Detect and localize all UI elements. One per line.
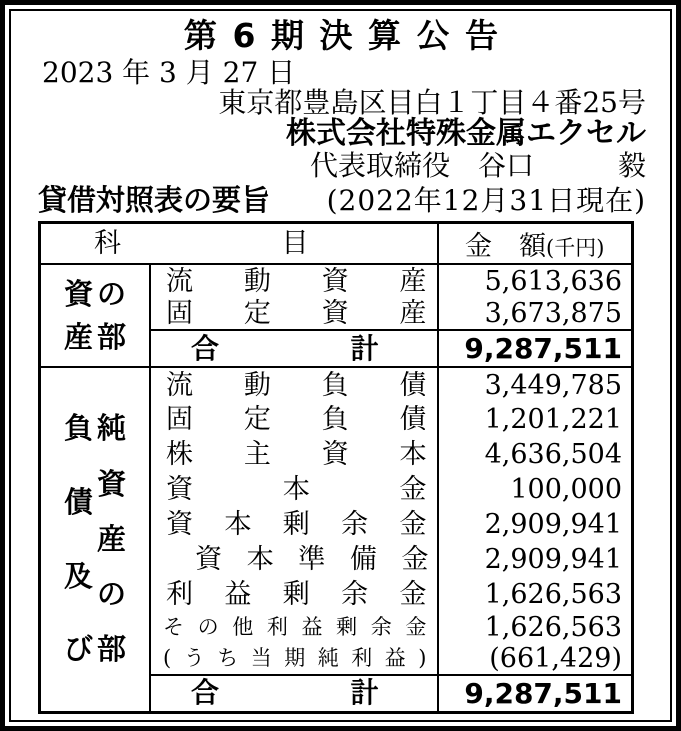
total-label-cell — [150, 330, 437, 367]
header-item-cell — [40, 223, 438, 265]
amount-value: 1,201,221 — [484, 404, 622, 435]
item-label: 流 動 資 産 — [166, 265, 427, 297]
total-label: 合 計 — [191, 676, 379, 710]
page-title: 第 6 期 決 算 公 告 — [184, 16, 500, 55]
item-label: 資 本 剰 余 金 — [166, 509, 427, 540]
item-cell — [150, 643, 437, 675]
statement-caption — [38, 183, 646, 218]
header-amount-label: 金 額 — [465, 231, 547, 262]
amount-value: 2,909,941 — [484, 544, 622, 575]
statement-title: 貸借対照表の要旨 — [38, 183, 271, 217]
header-amount-cell — [438, 223, 633, 265]
item-cell — [150, 437, 437, 472]
table-row — [40, 264, 633, 297]
item-label: ( う ち 当 期 純 利 益 ) — [163, 646, 427, 670]
page-inner-frame — [9, 9, 672, 722]
section-label-liabilities-net-assets — [40, 367, 151, 712]
amount-value: 3,449,785 — [438, 367, 633, 402]
total-amount: 9,287,511 — [438, 330, 633, 367]
balance-sheet-table — [38, 221, 634, 714]
total-label-cell — [150, 675, 437, 712]
item-cell — [150, 542, 437, 577]
item-cell — [150, 612, 437, 643]
company-name: 株式会社特殊金属エクセル — [286, 116, 646, 151]
announcement-date: 2023 年 3 月 27 日 — [42, 56, 296, 89]
item-cell — [150, 402, 437, 437]
amount-value: 100,000 — [510, 474, 622, 505]
item-cell — [150, 264, 437, 297]
item-label: 株 主 資 本 — [166, 439, 427, 470]
statement-as-of-date: (2022年12月31日現在) — [326, 184, 646, 217]
item-cell — [150, 472, 437, 507]
section-label-assets-text: 資 産 の 部 — [64, 276, 127, 354]
item-label: 固 定 資 産 — [166, 297, 427, 329]
item-cell — [150, 297, 437, 330]
total-label: 合 計 — [191, 331, 379, 365]
table-row — [40, 367, 633, 402]
item-label: 固 定 負 債 — [166, 404, 427, 435]
header-item-label: 科 目 — [94, 228, 309, 259]
section-label-assets — [40, 264, 151, 367]
total-amount: 9,287,511 — [438, 675, 633, 712]
representative-line: 代表取締役 谷口 毅 — [309, 149, 646, 182]
header-amount-unit: (千円) — [546, 236, 605, 260]
amount-value: 1,626,563 — [484, 579, 622, 610]
item-label: 流 動 負 債 — [166, 369, 427, 401]
amount-value: 5,613,636 — [484, 265, 622, 297]
item-cell — [150, 577, 437, 612]
item-label: 資 本 準 備 金 — [195, 544, 429, 575]
amount-value: 2,909,941 — [484, 509, 622, 540]
amount-value: 1,626,563 — [484, 612, 622, 643]
company-address: 東京都豊島区目白１丁目４番25号 — [218, 86, 646, 119]
amount-value: 4,636,504 — [484, 439, 622, 470]
item-cell — [150, 507, 437, 542]
item-cell — [150, 367, 437, 402]
table-header-row — [40, 223, 633, 265]
section-label-liabilities-text: 負 債 及 び 純 資 産 の 部 — [64, 411, 127, 667]
item-label: そ の 他 利 益 剰 余 金 — [163, 615, 427, 639]
item-label: 資 本 金 — [166, 474, 427, 505]
item-label: 利 益 剰 余 金 — [166, 579, 427, 610]
amount-value: (661,429) — [489, 643, 622, 674]
amount-value: 3,673,875 — [484, 297, 622, 329]
